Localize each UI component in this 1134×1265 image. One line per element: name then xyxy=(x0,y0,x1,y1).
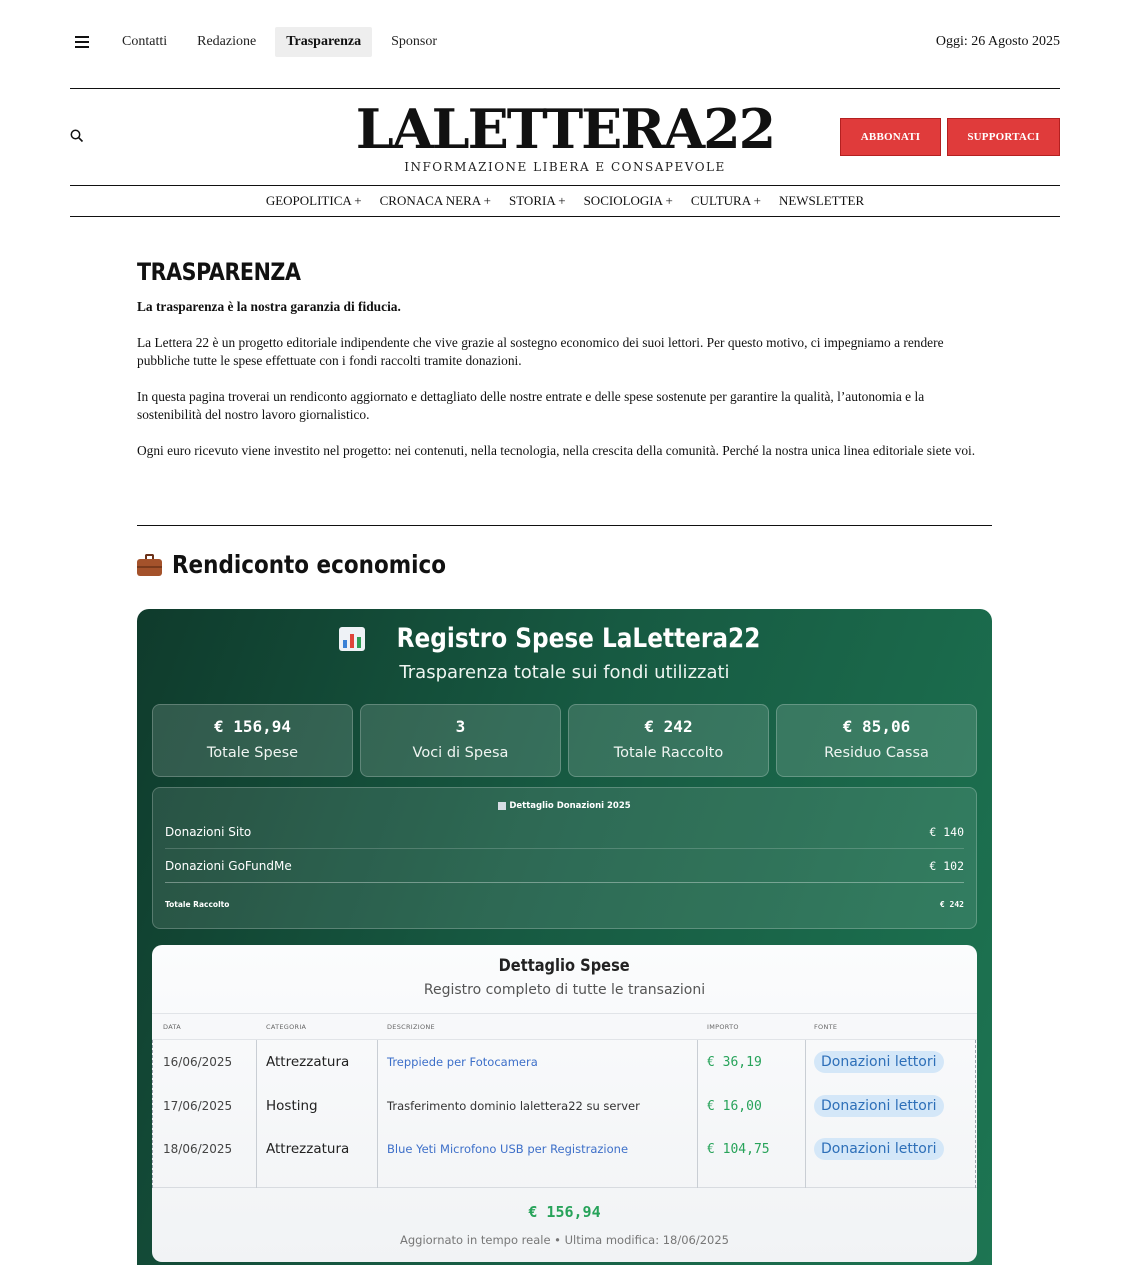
stat-value: € 242 xyxy=(644,717,693,736)
stat-value: € 85,06 xyxy=(842,717,911,736)
stat-label: Totale Spese xyxy=(206,745,299,761)
donazioni-total-row xyxy=(165,891,964,917)
registro-subtitle: Trasparenza totale sui fondi utilizzati xyxy=(399,662,730,683)
stat-value: € 156,94 xyxy=(213,717,292,736)
table-header xyxy=(152,1013,977,1040)
spese-title: Dettaglio Spese xyxy=(498,956,631,976)
nav-cronaca-nera[interactable]: CRONACA NERA + xyxy=(379,193,491,208)
main-nav xyxy=(70,186,1060,216)
site-tagline: INFORMAZIONE LIBERA E CONSAPEVOLE xyxy=(404,160,726,174)
article-content xyxy=(137,258,992,460)
donazioni-total-value: € 242 xyxy=(939,899,964,909)
paragraph: Ogni euro ricevuto viene investito nel progetto: nei contenuti, nella tecnologia, nella crescita della comunità. Perché la nostra unica linea editoriale siete voi. xyxy=(137,443,976,458)
page-title: TRASPARENZA xyxy=(137,258,301,286)
cell-amount: € 36,19 xyxy=(707,1054,762,1070)
nav-cultura[interactable]: CULTURA + xyxy=(690,193,761,208)
spese-card xyxy=(152,945,977,1262)
cell-source xyxy=(814,1084,944,1128)
divider xyxy=(70,216,1060,217)
stat-label: Totale Raccolto xyxy=(613,745,724,761)
toplink-contatti[interactable]: Contatti xyxy=(122,33,168,49)
table-row xyxy=(152,1084,977,1128)
source-badge: Donazioni lettori xyxy=(814,1051,944,1073)
cell-amount: € 104,75 xyxy=(707,1141,770,1157)
cell-amount: € 16,00 xyxy=(707,1098,762,1114)
spese-total: € 156,94 xyxy=(528,1203,601,1221)
col-header-importo: IMPORTO xyxy=(707,1023,739,1031)
toplink-trasparenza[interactable]: Trasparenza xyxy=(275,27,372,57)
table-row xyxy=(152,1040,977,1084)
col-header-categoria: CATEGORIA xyxy=(266,1023,307,1031)
menu-icon[interactable] xyxy=(75,36,89,48)
spese-subtitle: Registro completo di tutte le transazioni xyxy=(423,982,706,998)
section-title: Rendiconto economico xyxy=(172,550,447,579)
bar-chart-icon xyxy=(339,627,365,651)
cell-source xyxy=(814,1040,944,1084)
cell-source xyxy=(814,1127,944,1171)
stat-totale-raccolto xyxy=(568,704,769,777)
last-updated: Aggiornato in tempo reale • Ultima modifica: 18/06/2025 xyxy=(399,1233,730,1247)
stat-value: 3 xyxy=(455,717,466,736)
bar-chart-icon xyxy=(498,802,506,810)
donazioni-total-label: Totale Raccolto xyxy=(165,899,230,909)
cell-description-link[interactable]: Treppiede per Fotocamera xyxy=(387,1055,538,1069)
cell-category: Attrezzatura xyxy=(266,1054,350,1070)
cell-category: Hosting xyxy=(266,1098,318,1114)
source-badge: Donazioni lettori xyxy=(814,1095,944,1117)
today-date: Oggi: 26 Agosto 2025 xyxy=(935,33,1060,49)
site-logo[interactable]: LALETTERA22 xyxy=(355,97,775,161)
cell-description: Trasferimento dominio lalettera22 su server xyxy=(387,1099,640,1113)
section-header xyxy=(137,550,491,579)
col-header-descrizione: DESCRIZIONE xyxy=(387,1023,435,1031)
registro-panel xyxy=(137,609,992,1265)
nav-sociologia[interactable]: SOCIOLOGIA + xyxy=(583,193,673,208)
donazione-label: Donazioni GoFundMe xyxy=(165,858,292,873)
nav-geopolitica[interactable]: GEOPOLITICA + xyxy=(265,193,362,208)
spese-table xyxy=(152,1013,977,1188)
paragraph: In questa pagina troverai un rendiconto aggiornato e dettagliato delle nostre entrate e delle spese sostenute per garantire la qualità, l’autonomia e la sostenibilità del nostro lavoro giornalistico. xyxy=(137,389,925,422)
nav-storia[interactable]: STORIA + xyxy=(509,193,566,208)
stat-label: Voci di Spesa xyxy=(412,745,509,761)
spese-title-wrap xyxy=(152,956,977,976)
registro-title: Registro Spese LaLettera22 xyxy=(396,623,761,654)
cell-description-link[interactable]: Blue Yeti Microfono USB per Registrazione xyxy=(387,1142,629,1156)
stat-voci-spesa xyxy=(360,704,561,777)
source-badge: Donazioni lettori xyxy=(814,1138,944,1160)
donazione-value: € 140 xyxy=(929,824,964,839)
donazione-row xyxy=(165,849,964,883)
masthead xyxy=(70,89,1060,185)
col-header-data: DATA xyxy=(163,1023,181,1031)
lead-paragraph: La trasparenza è la nostra garanzia di fiducia. xyxy=(137,299,401,314)
toplink-redazione[interactable]: Redazione xyxy=(197,33,257,49)
stat-residuo-cassa xyxy=(776,704,977,777)
stat-totale-spese xyxy=(152,704,353,777)
abbonati-button[interactable]: ABBONATI xyxy=(840,118,941,156)
donazione-row xyxy=(165,815,964,849)
supportaci-button[interactable]: SUPPORTACI xyxy=(947,118,1060,156)
briefcase-icon xyxy=(137,554,162,576)
table-body xyxy=(152,1040,977,1188)
nav-newsletter[interactable]: NEWSLETTER xyxy=(778,193,865,208)
stat-label: Residuo Cassa xyxy=(824,745,929,761)
donazioni-title: Dettaglio Donazioni 2025 xyxy=(509,801,631,811)
donazione-label: Donazioni Sito xyxy=(165,824,252,839)
donazioni-title-wrap xyxy=(153,801,976,811)
top-bar xyxy=(70,25,1060,58)
col-header-fonte: FONTE xyxy=(814,1023,838,1031)
paragraph: La Lettera 22 è un progetto editoriale indipendente che vive grazie al sostegno economico dei suoi lettori. Per questo motivo, ci impegniamo a rendere pubbliche tutte le spese effettuate con i fondi raccolti tramite donazioni. xyxy=(137,335,944,368)
cell-date: 18/06/2025 xyxy=(163,1142,233,1156)
registro-title-wrap xyxy=(137,623,992,654)
section-divider xyxy=(137,525,992,526)
cell-date: 16/06/2025 xyxy=(163,1055,233,1069)
table-row xyxy=(152,1127,977,1171)
stats-row xyxy=(152,704,977,777)
donazione-value: € 102 xyxy=(929,858,964,873)
cell-date: 17/06/2025 xyxy=(163,1099,233,1113)
toplink-sponsor[interactable]: Sponsor xyxy=(391,33,438,49)
donazioni-box xyxy=(152,787,977,929)
cell-category: Attrezzatura xyxy=(266,1141,350,1157)
